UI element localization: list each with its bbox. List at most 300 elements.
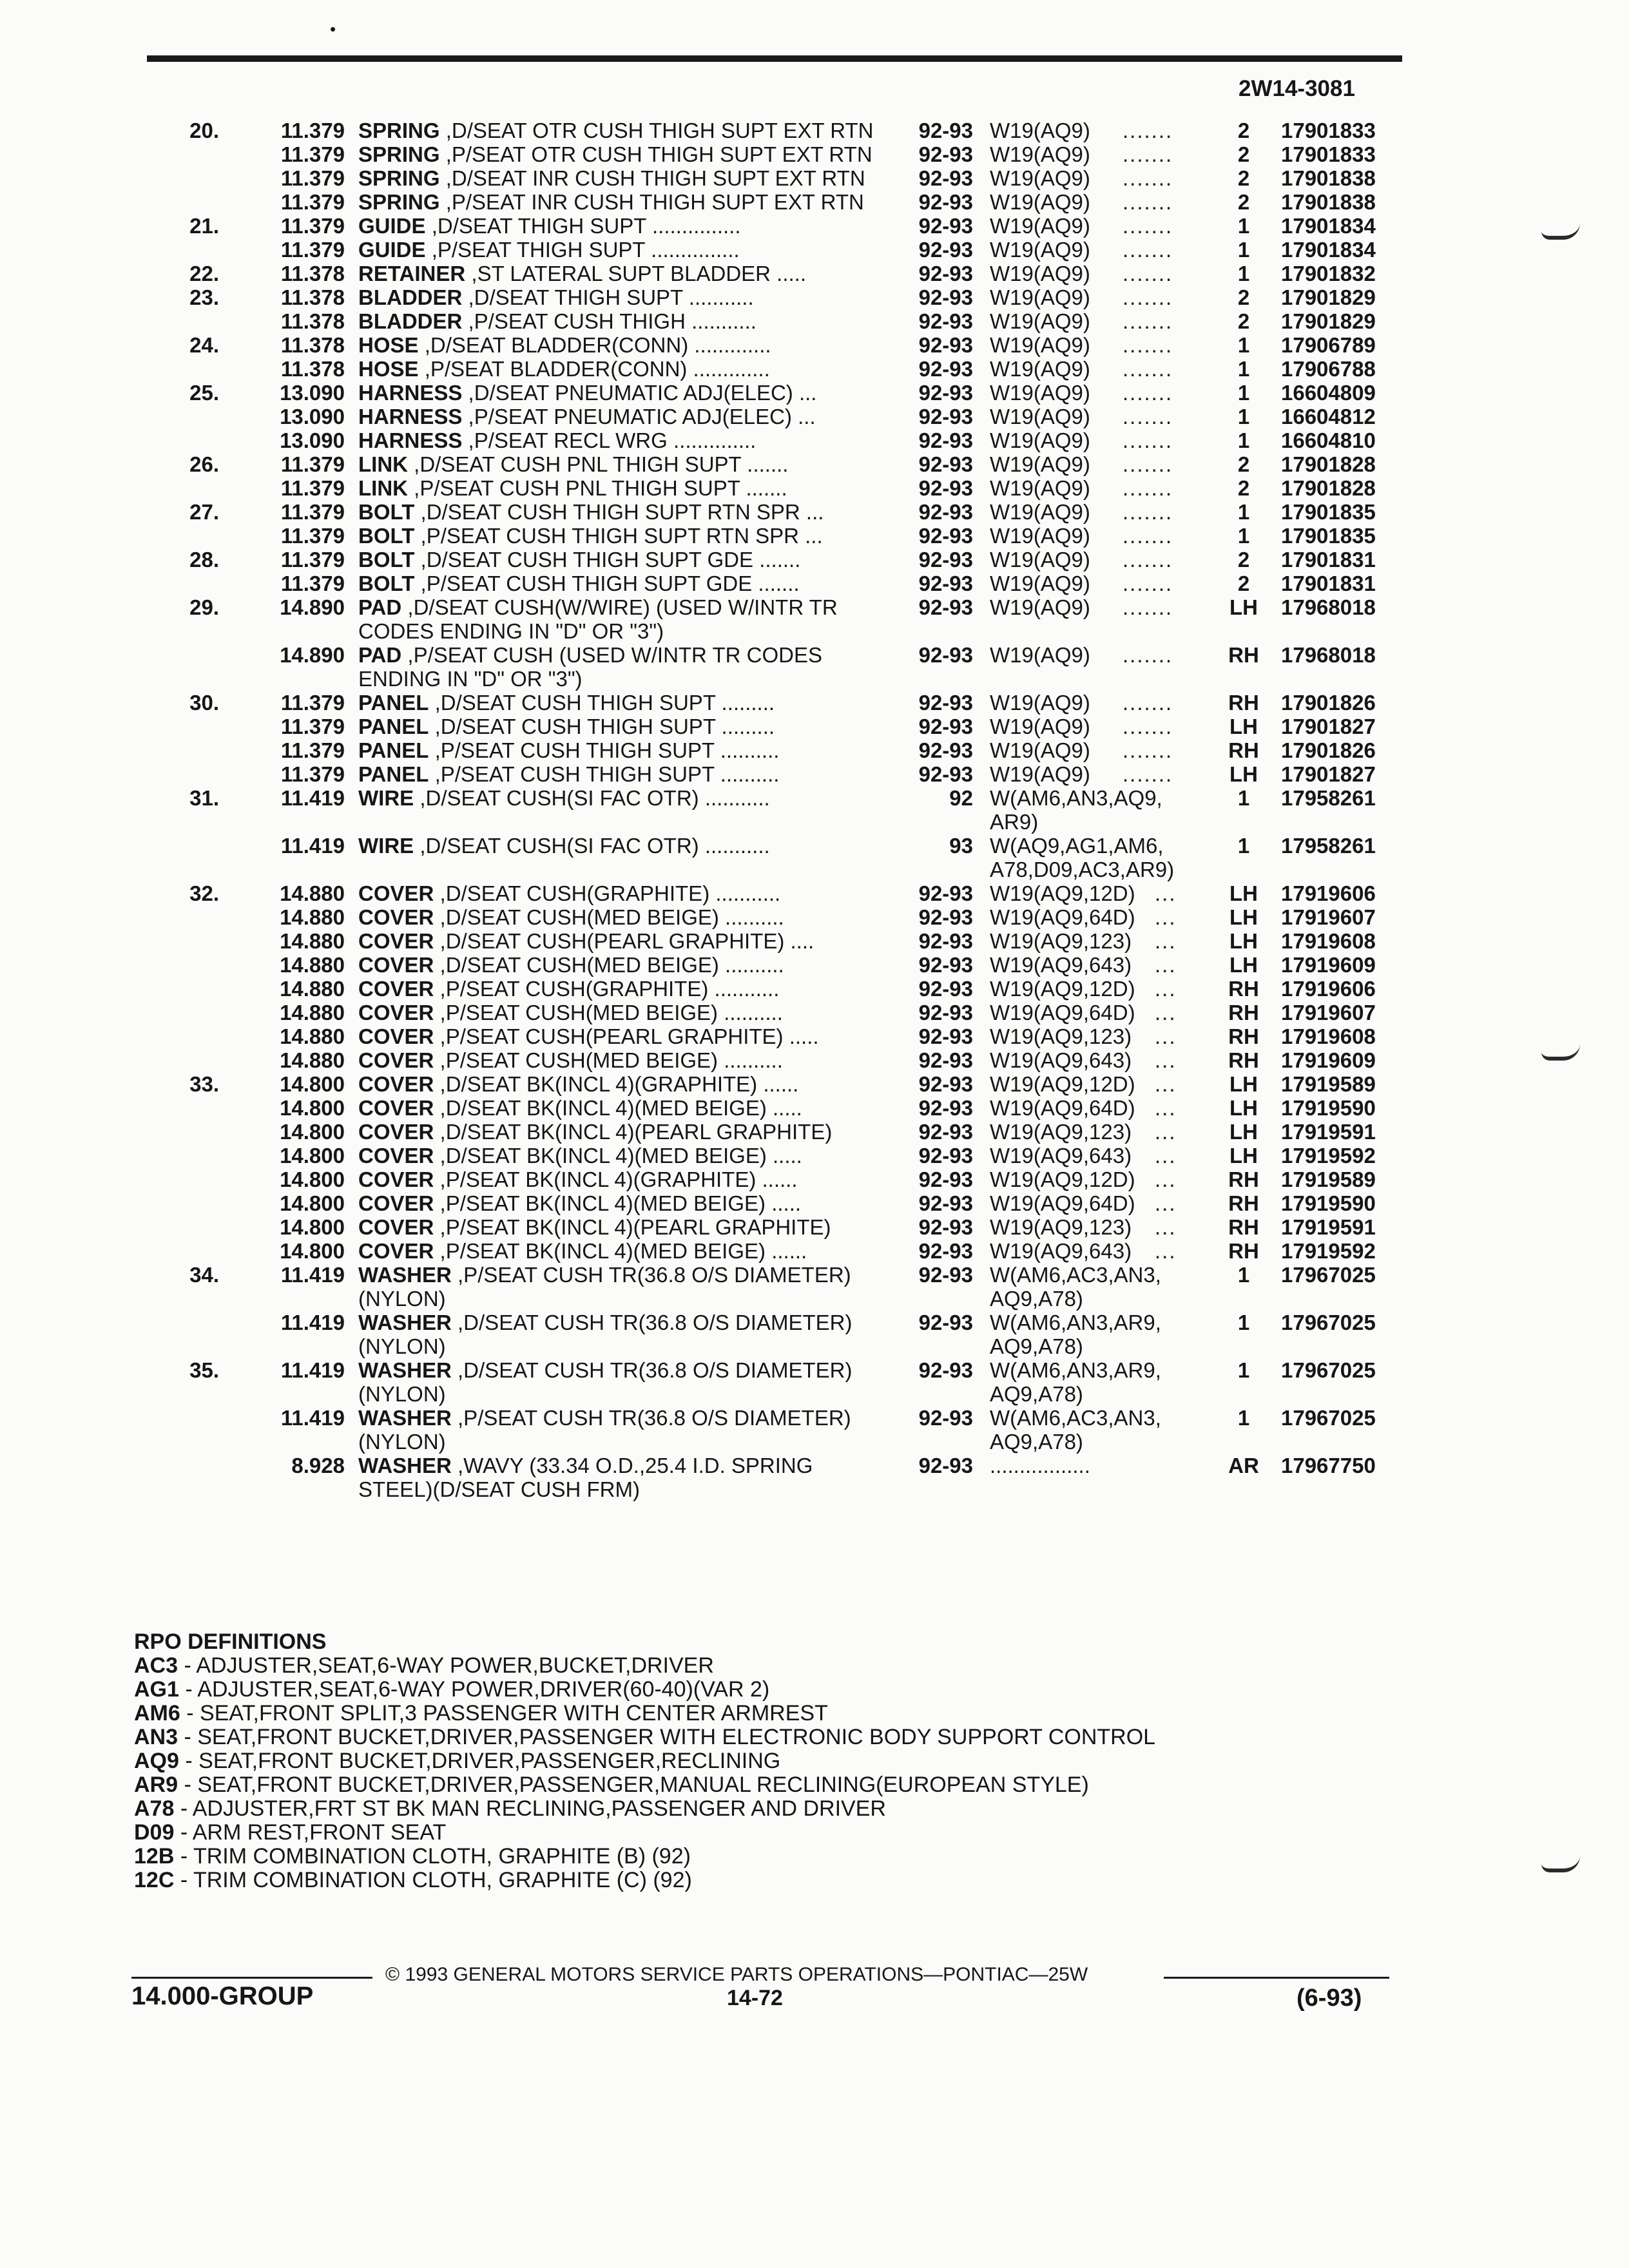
quantity: LH <box>1229 1096 1258 1120</box>
group-number: 11.379 <box>280 572 345 595</box>
model-years: 92-93 <box>918 1144 973 1168</box>
model-code: W19(AQ9,643) <box>990 953 1132 977</box>
part-name: COVER <box>358 1001 434 1024</box>
model-code: W19(AQ9) <box>990 524 1090 548</box>
part-description <box>358 1144 893 1168</box>
part-detail: ,D/SEAT OTR CUSH THIGH SUPT EXT RTN <box>445 119 874 142</box>
part-description <box>358 190 893 214</box>
group-number: 11.379 <box>280 214 345 238</box>
model-years: 92-93 <box>918 1454 973 1477</box>
part-detail: ,P/SEAT CUSH THIGH ........... <box>468 309 757 333</box>
parts-row <box>0 1024 1629 1048</box>
part-description <box>358 738 893 762</box>
part-description <box>358 262 893 285</box>
part-detail: ,D/SEAT CUSH THIGH SUPT ......... <box>434 691 775 715</box>
leader-dots: ....... <box>1123 357 1173 381</box>
part-name: WASHER <box>358 1358 452 1382</box>
part-number: 17958261 <box>1281 786 1376 810</box>
part-name: COVER <box>358 1072 434 1096</box>
leader-dots: ....... <box>1123 595 1173 619</box>
part-description <box>358 1239 893 1263</box>
model-code: W19(AQ9,64D) <box>990 1001 1135 1024</box>
quantity: LH <box>1229 953 1258 977</box>
leader-dots: ... <box>1155 1191 1177 1215</box>
model-code: W19(AQ9) <box>990 214 1090 238</box>
part-name: WASHER <box>358 1454 452 1477</box>
part-name: HARNESS <box>358 381 463 405</box>
quantity: RH <box>1228 1215 1259 1239</box>
rpo-text: - TRIM COMBINATION CLOTH, GRAPHITE (B) (92) <box>174 1844 691 1869</box>
model-years: 92-93 <box>918 1406 973 1430</box>
ref-number: 35. <box>189 1358 219 1382</box>
rpo-text: - ADJUSTER,SEAT,6-WAY POWER,DRIVER(60-40)(VAR 2) <box>178 1677 770 1702</box>
part-description <box>358 595 893 643</box>
part-number: 17901832 <box>1281 262 1376 285</box>
model-years: 92-93 <box>918 309 973 333</box>
leader-dots: ....... <box>1123 691 1173 715</box>
leader-dots: ....... <box>1123 643 1173 667</box>
leader-dots: ... <box>1155 1239 1177 1263</box>
part-detail: ,D/SEAT BLADDER(CONN) ............. <box>424 333 771 357</box>
parts-row <box>0 476 1629 500</box>
model-years: 92-93 <box>918 190 973 214</box>
model-years: 92-93 <box>918 1191 973 1215</box>
rpo-definition <box>134 1869 1155 1892</box>
leader-dots: ... <box>1155 881 1177 905</box>
part-number: 17906788 <box>1281 357 1376 381</box>
model-code: W19(AQ9) <box>990 119 1090 142</box>
model-years: 92-93 <box>918 428 973 452</box>
model-years: 92-93 <box>918 1096 973 1120</box>
model-years: 92-93 <box>918 1215 973 1239</box>
quantity: 1 <box>1237 405 1250 428</box>
part-name: GUIDE <box>358 214 426 238</box>
group-number: 11.379 <box>280 142 345 166</box>
group-number: 14.880 <box>280 953 345 977</box>
group-number: 13.090 <box>280 381 345 405</box>
model-code: W19(AQ9) <box>990 548 1090 572</box>
top-rule <box>147 55 1402 62</box>
part-number: 17919606 <box>1281 881 1376 905</box>
rpo-text: - TRIM COMBINATION CLOTH, GRAPHITE (C) (92) <box>174 1868 692 1892</box>
model-years: 92-93 <box>918 142 973 166</box>
footer-rule-left <box>131 1977 372 1979</box>
part-detail: ,D/SEAT THIGH SUPT ............... <box>431 214 741 238</box>
part-detail: ,D/SEAT CUSH THIGH SUPT RTN SPR ... <box>420 500 824 524</box>
rpo-code: AC3 <box>134 1653 178 1678</box>
rpo-code: AN3 <box>134 1725 178 1749</box>
part-number: 17919607 <box>1281 905 1376 929</box>
part-detail: ,P/SEAT BLADDER(CONN) ............. <box>424 357 770 381</box>
part-number: 17906789 <box>1281 333 1376 357</box>
group-number: 14.800 <box>280 1072 345 1096</box>
leader-dots: ... <box>1155 1001 1177 1024</box>
part-description <box>358 166 893 190</box>
part-detail: ,P/SEAT OTR CUSH THIGH SUPT EXT RTN <box>445 142 872 166</box>
part-description <box>358 142 893 166</box>
part-description <box>358 357 893 381</box>
group-number: 11.419 <box>280 1358 345 1382</box>
ref-number: 25. <box>189 381 219 405</box>
rpo-definition <box>134 1678 1155 1702</box>
part-detail: ,P/SEAT RECL WRG .............. <box>468 428 757 452</box>
rpo-list <box>134 1654 1155 1892</box>
part-name: COVER <box>358 1144 434 1168</box>
model-years: 92-93 <box>918 1358 973 1382</box>
quantity: RH <box>1228 738 1259 762</box>
ref-number: 28. <box>189 548 219 572</box>
model-code: W19(AQ9) <box>990 452 1090 476</box>
parts-row <box>0 452 1629 476</box>
quantity: 2 <box>1237 285 1250 309</box>
part-number: 17919591 <box>1281 1215 1376 1239</box>
leader-dots: ....... <box>1123 428 1173 452</box>
rpo-text: - SEAT,FRONT BUCKET,DRIVER,PASSENGER,RECLINING <box>178 1749 781 1773</box>
group-label: 14.000-GROUP <box>131 1982 314 2010</box>
group-number: 11.379 <box>280 166 345 190</box>
part-description <box>358 1406 893 1454</box>
part-detail: ,D/SEAT CUSH(PEARL GRAPHITE) .... <box>439 929 815 953</box>
part-detail: ,P/SEAT CUSH(GRAPHITE) ........... <box>439 977 780 1001</box>
group-number: 11.379 <box>280 190 345 214</box>
part-number: 17968018 <box>1281 595 1376 619</box>
part-description <box>358 1263 893 1311</box>
part-number: 17901826 <box>1281 738 1376 762</box>
model-years: 92-93 <box>918 715 973 738</box>
model-code: W19(AQ9) <box>990 643 1090 667</box>
model-code: W19(AQ9,64D) <box>990 905 1135 929</box>
part-number: 17919590 <box>1281 1096 1376 1120</box>
parts-row <box>0 738 1629 762</box>
part-description <box>358 309 893 333</box>
part-name: WIRE <box>358 786 414 810</box>
quantity: LH <box>1229 929 1258 953</box>
part-detail: ,WAVY (33.34 O.D.,25.4 I.D. SPRING STEEL)(D/SEAT CUSH FRM) <box>358 1454 813 1501</box>
part-name: LINK <box>358 452 408 476</box>
parts-row <box>0 1120 1629 1144</box>
leader-dots: ... <box>1155 1168 1177 1191</box>
part-number: 17919590 <box>1281 1191 1376 1215</box>
part-number: 17901834 <box>1281 214 1376 238</box>
part-number: 17901831 <box>1281 548 1376 572</box>
model-code: W19(AQ9,12D) <box>990 977 1135 1001</box>
model-code: W19(AQ9) <box>990 333 1090 357</box>
leader-dots: ....... <box>1123 214 1173 238</box>
quantity: RH <box>1228 977 1259 1001</box>
part-name: COVER <box>358 1168 434 1191</box>
part-number: 16604812 <box>1281 405 1376 428</box>
quantity: 2 <box>1237 309 1250 333</box>
quantity: 1 <box>1237 1263 1250 1287</box>
parts-row <box>0 1191 1629 1215</box>
parts-row <box>0 405 1629 428</box>
quantity: RH <box>1228 1239 1259 1263</box>
group-number: 11.378 <box>280 309 345 333</box>
part-number: 17901829 <box>1281 285 1376 309</box>
part-description <box>358 1191 893 1215</box>
part-name: BOLT <box>358 572 415 595</box>
model-code: W19(AQ9) <box>990 262 1090 285</box>
leader-dots: ....... <box>1123 238 1173 262</box>
model-code: W19(AQ9) <box>990 738 1090 762</box>
part-name: LINK <box>358 476 408 500</box>
parts-row <box>0 1001 1629 1024</box>
ref-number: 20. <box>189 119 219 142</box>
quantity: LH <box>1229 905 1258 929</box>
part-detail: ,P/SEAT CUSH THIGH SUPT RTN SPR ... <box>420 524 823 548</box>
model-code: W19(AQ9) <box>990 357 1090 381</box>
quantity: LH <box>1229 881 1258 905</box>
parts-row <box>0 1311 1629 1358</box>
model-code: W19(AQ9) <box>990 142 1090 166</box>
leader-dots: ... <box>1155 905 1177 929</box>
model-code: W19(AQ9) <box>990 285 1090 309</box>
part-number: 17967025 <box>1281 1311 1376 1334</box>
ref-number: 27. <box>189 500 219 524</box>
parts-row <box>0 1358 1629 1406</box>
part-detail: ,P/SEAT CUSH THIGH SUPT .......... <box>434 738 780 762</box>
parts-row <box>0 190 1629 214</box>
part-detail: ,D/SEAT BK(INCL 4)(GRAPHITE) ...... <box>439 1072 799 1096</box>
part-description <box>358 1024 893 1048</box>
leader-dots: ....... <box>1123 142 1173 166</box>
part-description <box>358 1096 893 1120</box>
group-number: 14.800 <box>280 1144 345 1168</box>
part-name: WASHER <box>358 1311 452 1334</box>
model-code: W19(AQ9,643) <box>990 1048 1132 1072</box>
part-name: COVER <box>358 1239 434 1263</box>
model-code: W19(AQ9) <box>990 715 1090 738</box>
part-number: 17901827 <box>1281 762 1376 786</box>
model-years: 92-93 <box>918 500 973 524</box>
part-detail: ,D/SEAT CUSH THIGH SUPT GDE ....... <box>420 548 801 572</box>
part-number: 16604810 <box>1281 428 1376 452</box>
rpo-text: - SEAT,FRONT BUCKET,DRIVER,PASSENGER,MANUAL RECLINING(EUROPEAN STYLE) <box>178 1773 1089 1797</box>
model-years: 92-93 <box>918 214 973 238</box>
ref-number: 21. <box>189 214 219 238</box>
part-detail: ,D/SEAT CUSH THIGH SUPT ......... <box>434 715 775 738</box>
model-code: W19(AQ9,64D) <box>990 1191 1135 1215</box>
part-detail: ,D/SEAT BK(INCL 4)(MED BEIGE) ..... <box>439 1096 802 1120</box>
part-name: RETAINER <box>358 262 466 285</box>
model-years: 92-93 <box>918 452 973 476</box>
model-years: 92-93 <box>918 1048 973 1072</box>
part-number: 17901833 <box>1281 119 1376 142</box>
model-code: W19(AQ9) <box>990 190 1090 214</box>
ref-number: 32. <box>189 881 219 905</box>
part-name: PAD <box>358 643 402 667</box>
part-name: BLADDER <box>358 285 463 309</box>
quantity: 1 <box>1237 357 1250 381</box>
group-number: 11.378 <box>280 285 345 309</box>
model-years: 92-93 <box>918 738 973 762</box>
part-number: 16604809 <box>1281 381 1376 405</box>
rpo-code: AG1 <box>134 1677 179 1702</box>
model-code: W19(AQ9) <box>990 572 1090 595</box>
rpo-text: - SEAT,FRONT SPLIT,3 PASSENGER WITH CENTER ARMREST <box>180 1701 828 1725</box>
group-number: 11.378 <box>280 262 345 285</box>
rpo-text: - ARM REST,FRONT SEAT <box>174 1820 447 1845</box>
part-detail: ,P/SEAT CUSH(MED BEIGE) .......... <box>439 1048 783 1072</box>
part-description <box>358 1072 893 1096</box>
model-years: 92 <box>949 786 973 810</box>
parts-row <box>0 834 1629 881</box>
group-number: 11.419 <box>280 1406 345 1430</box>
group-number: 11.379 <box>280 119 345 142</box>
part-detail: ,P/SEAT CUSH THIGH SUPT GDE ....... <box>420 572 800 595</box>
part-description <box>358 643 893 691</box>
part-name: COVER <box>358 953 434 977</box>
parts-row <box>0 929 1629 953</box>
part-description <box>358 405 893 428</box>
parts-row <box>0 953 1629 977</box>
part-number: 17901838 <box>1281 190 1376 214</box>
quantity: 1 <box>1237 834 1250 858</box>
part-description <box>358 905 893 929</box>
quantity: 1 <box>1237 1406 1250 1430</box>
leader-dots: ....... <box>1123 405 1173 428</box>
part-description <box>358 881 893 905</box>
quantity: 1 <box>1237 238 1250 262</box>
model-years: 93 <box>949 834 973 858</box>
model-code: W19(AQ9) <box>990 691 1090 715</box>
part-name: HOSE <box>358 333 419 357</box>
part-number: 17919591 <box>1281 1120 1376 1144</box>
part-description <box>358 834 893 858</box>
leader-dots: ... <box>1155 953 1177 977</box>
part-detail: ,P/SEAT BK(INCL 4)(GRAPHITE) ...... <box>439 1168 798 1191</box>
rpo-definition <box>134 1702 1155 1725</box>
leader-dots: ....... <box>1123 548 1173 572</box>
parts-row <box>0 786 1629 834</box>
parts-row <box>0 691 1629 715</box>
parts-row <box>0 262 1629 285</box>
quantity: 2 <box>1237 119 1250 142</box>
part-number: 17967025 <box>1281 1263 1376 1287</box>
part-number: 17901826 <box>1281 691 1376 715</box>
quantity: RH <box>1228 1001 1259 1024</box>
group-number: 11.378 <box>280 357 345 381</box>
parts-row <box>0 595 1629 643</box>
group-number: 11.419 <box>280 1311 345 1334</box>
model-code: W19(AQ9) <box>990 238 1090 262</box>
model-code: W19(AQ9) <box>990 476 1090 500</box>
model-years: 92-93 <box>918 238 973 262</box>
rpo-definition <box>134 1725 1155 1749</box>
leader-dots: ....... <box>1123 166 1173 190</box>
parts-row <box>0 1406 1629 1454</box>
quantity: 2 <box>1237 190 1250 214</box>
part-number: 17901838 <box>1281 166 1376 190</box>
part-detail: ,P/SEAT CUSH TR(36.8 O/S DIAMETER)(NYLON) <box>358 1263 851 1311</box>
group-number: 14.800 <box>280 1096 345 1120</box>
model-code: W(AQ9,AG1,AM6, A78,D09,AC3,AR9) <box>990 834 1175 881</box>
model-years: 92-93 <box>918 905 973 929</box>
part-name: GUIDE <box>358 238 426 262</box>
leader-dots: ....... <box>1123 738 1173 762</box>
rpo-title: RPO DEFINITIONS <box>134 1629 327 1654</box>
part-name: COVER <box>358 881 434 905</box>
part-detail: ,D/SEAT CUSH(MED BEIGE) .......... <box>439 905 784 929</box>
ref-number: 22. <box>189 262 219 285</box>
part-detail: ,D/SEAT THIGH SUPT ........... <box>468 285 754 309</box>
model-code: W(AM6,AC3,AN3, AQ9,A78) <box>990 1406 1161 1454</box>
ref-number: 34. <box>189 1263 219 1287</box>
part-name: COVER <box>358 929 434 953</box>
model-years: 92-93 <box>918 476 973 500</box>
part-number: 17919592 <box>1281 1144 1376 1168</box>
model-code: W(AM6,AN3,AQ9, AR9) <box>990 786 1162 834</box>
part-number: 17919609 <box>1281 1048 1376 1072</box>
part-detail: ,P/SEAT CUSH(MED BEIGE) .......... <box>439 1001 783 1024</box>
part-number: 17901829 <box>1281 309 1376 333</box>
parts-row <box>0 1096 1629 1120</box>
part-description <box>358 1048 893 1072</box>
group-number: 13.090 <box>280 428 345 452</box>
group-number: 14.880 <box>280 977 345 1001</box>
rpo-definition <box>134 1821 1155 1845</box>
leader-dots: ....... <box>1123 119 1173 142</box>
parts-row <box>0 881 1629 905</box>
rpo-text: - ADJUSTER,FRT ST BK MAN RECLINING,PASSENGER AND DRIVER <box>174 1796 886 1821</box>
part-detail: ,P/SEAT CUSH(PEARL GRAPHITE) ..... <box>439 1024 819 1048</box>
group-number: 11.378 <box>280 333 345 357</box>
model-code: ................. <box>990 1454 1090 1477</box>
quantity: LH <box>1229 715 1258 738</box>
group-number: 11.379 <box>280 691 345 715</box>
quantity: 2 <box>1237 548 1250 572</box>
group-number: 14.800 <box>280 1120 345 1144</box>
part-detail: ,P/SEAT PNEUMATIC ADJ(ELEC) ... <box>468 405 816 428</box>
part-name: SPRING <box>358 166 440 190</box>
group-number: 11.379 <box>280 715 345 738</box>
leader-dots: ....... <box>1123 309 1173 333</box>
part-description <box>358 977 893 1001</box>
leader-dots: ....... <box>1123 500 1173 524</box>
model-code: W19(AQ9,64D) <box>990 1096 1135 1120</box>
quantity: 2 <box>1237 142 1250 166</box>
part-number: 17901835 <box>1281 524 1376 548</box>
model-years: 92-93 <box>918 953 973 977</box>
group-number: 14.880 <box>280 881 345 905</box>
rpo-definition <box>134 1773 1155 1797</box>
part-detail: ,D/SEAT CUSH TR(36.8 O/S DIAMETER)(NYLON) <box>358 1311 853 1358</box>
part-number: 17919589 <box>1281 1168 1376 1191</box>
part-description <box>358 452 893 476</box>
part-detail: ,D/SEAT BK(INCL 4)(MED BEIGE) ..... <box>439 1144 802 1168</box>
part-name: HOSE <box>358 357 419 381</box>
ref-number: 30. <box>189 691 219 715</box>
quantity: RH <box>1228 1024 1259 1048</box>
parts-row <box>0 548 1629 572</box>
part-name: COVER <box>358 905 434 929</box>
parts-row <box>0 1144 1629 1168</box>
part-name: COVER <box>358 1024 434 1048</box>
leader-dots: ... <box>1155 977 1177 1001</box>
model-years: 92-93 <box>918 1024 973 1048</box>
group-number: 11.419 <box>280 786 345 810</box>
part-number: 17919608 <box>1281 1024 1376 1048</box>
rpo-code: AR9 <box>134 1773 178 1797</box>
part-detail: ,P/SEAT CUSH (USED W/INTR TR CODES ENDING IN "D" OR "3") <box>358 643 822 691</box>
part-description <box>358 953 893 977</box>
group-number: 14.890 <box>280 595 345 619</box>
part-detail: ,P/SEAT CUSH THIGH SUPT .......... <box>434 762 780 786</box>
rpo-definition <box>134 1749 1155 1773</box>
quantity: 2 <box>1237 452 1250 476</box>
group-number: 14.880 <box>280 1001 345 1024</box>
group-number: 14.890 <box>280 643 345 667</box>
